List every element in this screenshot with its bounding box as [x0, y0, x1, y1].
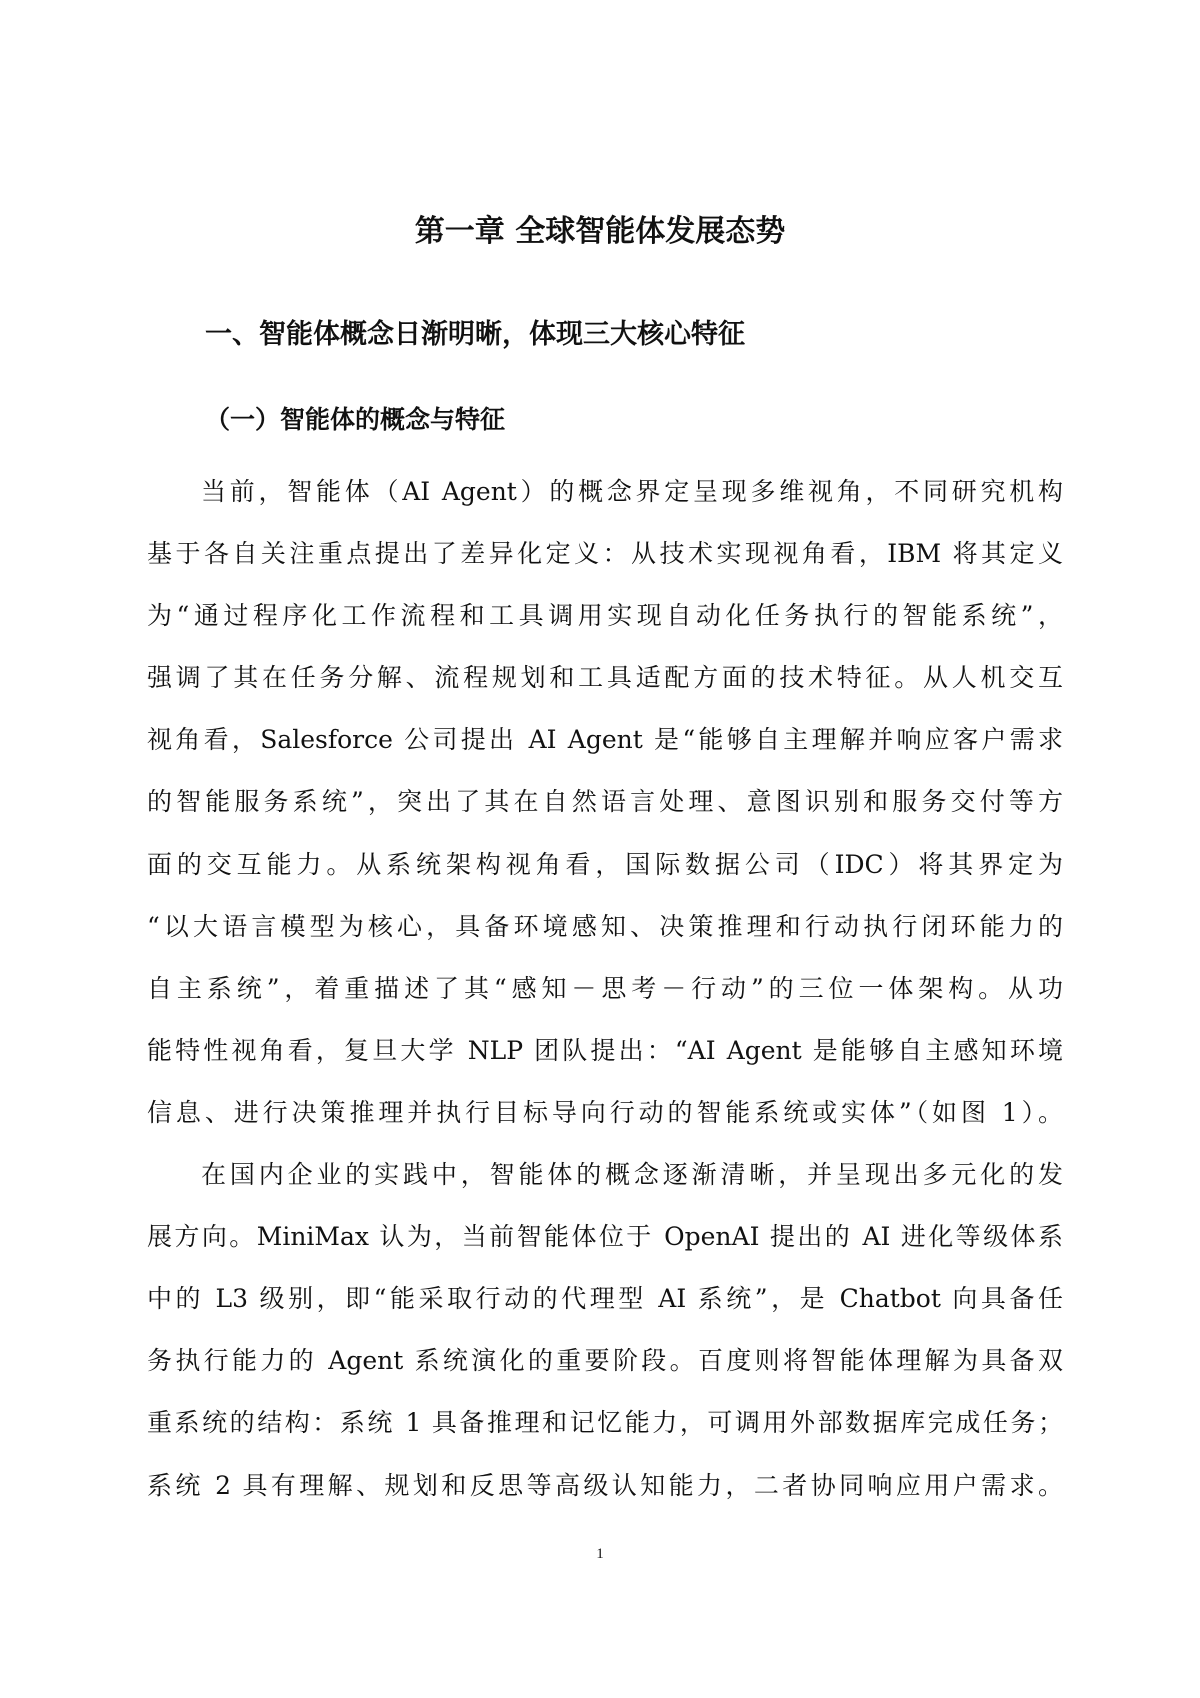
paragraph-line: 中的 L3 级别，即“能采取行动的代理型 AI 系统”，是 Chatbot 向具备任	[147, 1284, 1063, 1314]
paragraph-line: 基于各自关注重点提出了差异化定义：从技术实现视角看，IBM 将其定义	[147, 539, 1063, 569]
paragraph-line: 当前，智能体（AI Agent）的概念界定呈现多维视角，不同研究机构	[201, 477, 1063, 506]
paragraph-line: “以大语言模型为核心，具备环境感知、决策推理和行动执行闭环能力的	[147, 911, 1063, 941]
chapter-title: 第一章 全球智能体发展态势	[414, 214, 786, 249]
paragraph-line: 为“通过程序化工作流程和工具调用实现自动化任务执行的智能系统”，	[147, 601, 1063, 631]
paragraph-line: 能特性视角看，复旦大学 NLP 团队提出：“AI Agent 是能够自主感知环境	[147, 1035, 1063, 1065]
paragraph-line: 强调了其在任务分解、流程规划和工具适配方面的技术特征。从人机交互	[147, 663, 1063, 693]
paragraph-line: 展方向。MiniMax 认为，当前智能体位于 OpenAI 提出的 AI 进化等级体系	[147, 1222, 1063, 1252]
paragraph-line: 自主系统”，着重描述了其“感知－思考－行动”的三位一体架构。从功	[147, 973, 1063, 1003]
paragraph-line: 在国内企业的实践中，智能体的概念逐渐清晰，并呈现出多元化的发	[201, 1160, 1063, 1190]
paragraph-line: 务执行能力的 Agent 系统演化的重要阶段。百度则将智能体理解为具备双	[147, 1346, 1063, 1376]
paragraph-line: 视角看，Salesforce 公司提出 AI Agent 是“能够自主理解并响应客户需求	[147, 725, 1063, 755]
paragraph-line: 的智能服务系统”，突出了其在自然语言处理、意图识别和服务交付等方	[147, 787, 1063, 817]
subsection-heading: （一）智能体的概念与特征	[205, 405, 506, 434]
paragraph-line: 面的交互能力。从系统架构视角看，国际数据公司（IDC）将其界定为	[147, 849, 1063, 879]
page-number: 1	[596, 1546, 604, 1562]
paragraph-line: 重系统的结构：系统 1 具备推理和记忆能力，可调用外部数据库完成任务；	[147, 1408, 1063, 1438]
section-heading: 一、智能体概念日渐明晰，体现三大核心特征	[205, 319, 745, 350]
paragraph-line: 系统 2 具有理解、规划和反思等高级认知能力，二者协同响应用户需求。	[147, 1470, 1063, 1500]
paragraph-line: 信息、进行决策推理并执行目标导向行动的智能系统或实体”（如图 1）。	[147, 1097, 1063, 1127]
body-text	[147, 472, 1063, 1528]
